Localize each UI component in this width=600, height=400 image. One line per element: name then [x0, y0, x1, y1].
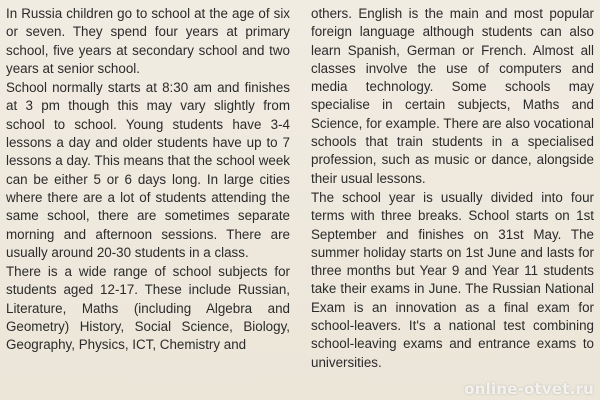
paragraph-school-year: The school year is usually divided into four terms with three breaks. School starts on 1st September and finishes on 31st May. The summer holiday starts on 1st June and lasts for three months but Year 9 and Year 11 students take their exams in June. The Russian National Exam is an innovation as a final exam for school-leavers. It's a national test combining school-leaving exams and entrance exams to universities. — [311, 189, 594, 370]
watermark: online-otvet.ru — [464, 380, 594, 398]
left-column — [6, 5, 290, 356]
paragraph-languages-and-specialisation: others. English is the main and most popular foreign language although students can also learn Spanish, German or French. Almost all classes involve the use of computers and media technology. Some schools may specialise in certain subjects, Maths and Science, for example. There are also vocational schools that train students in a specialised profession, such as music or dance, alongside their usual lessons. — [311, 6, 594, 186]
paragraph-school-day: School normally starts at 8:30 am and finishes at 3 pm though this may vary slightly from school to school. Young students have 3-4 lessons a day and older students have up to 7 lessons a day. This means that the school week can be either 5 or 6 days long. In large cities where there are a lot of students attending the same school, there are sometimes separate morning and afternoon sessions. There are usually around 20-30 students in a class. — [6, 80, 290, 260]
paragraph-school-ages: In Russia children go to school at the age of six or seven. They spend four years at primary school, five years at secondary school and two years at senior school. — [6, 6, 290, 76]
right-column — [311, 5, 594, 373]
paragraph-school-subjects: There is a wide range of school subjects for students aged 12-17. These include Russian, Literature, Maths (including Algebra and Geometry) History, Social Science, Biology, Geography, Physics, ICT, Chemistry and — [6, 264, 290, 353]
